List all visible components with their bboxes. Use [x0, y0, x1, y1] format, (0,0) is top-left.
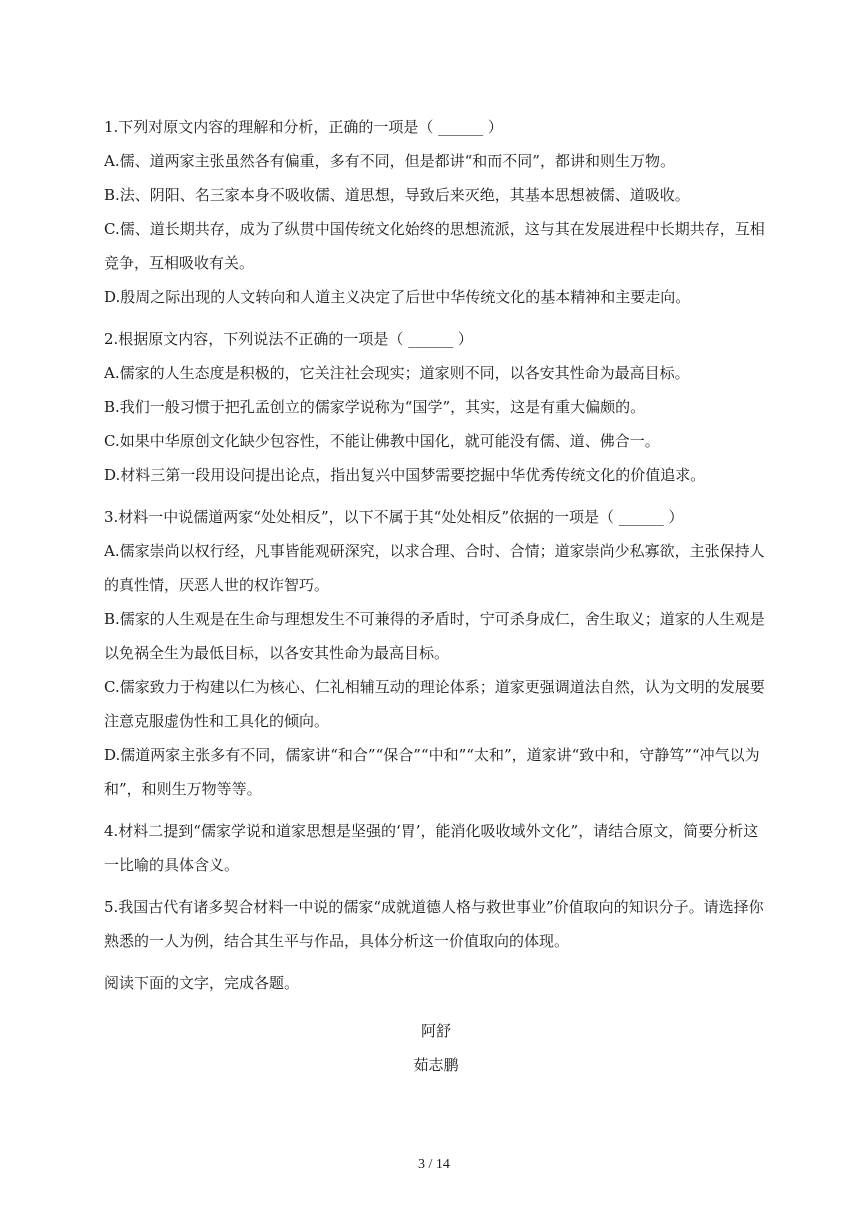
option-d: D.材料三第一段用设问提出论点，指出复兴中国梦需要挖掘中华优秀传统文化的价值追求。 [104, 466, 706, 484]
question-stem: 1.下列对原文内容的理解和分析，正确的一项是（ ______ ） [104, 118, 503, 136]
question-2 [104, 322, 768, 492]
option-c: C.儒、道长期共存，成为了纵贯中国传统文化始终的思想流派，这与其在发展进程中长期共存，互相竞争，互相吸收有关。 [104, 220, 765, 272]
article-author: 茹志鹏 [413, 1056, 459, 1074]
article-heading [104, 1014, 768, 1082]
option-b: B.法、阴阳、名三家本身不吸收儒、道思想，导致后来灭绝，其基本思想被儒、道吸收。 [104, 186, 690, 204]
question-section [104, 110, 768, 1082]
page-number: 3 / 14 [418, 1157, 450, 1172]
option-a: A.儒、道两家主张虽然各有偏重，多有不同，但是都讲“和而不同”，都讲和则生万物。 [104, 152, 675, 170]
question-3 [104, 500, 768, 806]
instruction-text: 阅读下面的文字，完成各题。 [104, 974, 300, 992]
option-b: B.儒家的人生观是在生命与理想发生不可兼得的矛盾时，宁可杀身成仁，舍生取义；道家的人生观是以免祸全生为最低目标，以各安其性命为最高目标。 [104, 610, 765, 662]
option-d: D.殷周之际出现的人文转向和人道主义决定了后世中华传统文化的基本精神和主要走向。 [104, 288, 691, 306]
reading-instruction [104, 966, 768, 1000]
option-a: A.儒家崇尚以权行经，凡事皆能观研深究，以求合理、合时、合情；道家崇尚少私寡欲，主张保持人的真性情，厌恶人世的权诈智巧。 [104, 542, 765, 594]
question-4 [104, 814, 768, 882]
question-5 [104, 890, 768, 958]
option-c: C.如果中华原创文化缺少包容性，不能让佛教中国化，就可能没有儒、道、佛合一。 [104, 432, 660, 450]
question-stem: 3.材料一中说儒道两家“处处相反”，以下不属于其“处处相反”依据的一项是（ ______ ） [104, 508, 684, 526]
option-c: C.儒家致力于构建以仁为核心、仁礼相辅互动的理论体系；道家更强调道法自然，认为文明的发展要注意克服虚伪性和工具化的倾向。 [104, 678, 765, 730]
question-stem: 2.根据原文内容，下列说法不正确的一项是（ ______ ） [104, 330, 473, 348]
article-title: 阿舒 [420, 1022, 451, 1040]
question-stem: 5.我国古代有诸多契合材料一中说的儒家“成就道德人格与救世事业”价值取向的知识分子。请选择你熟悉的一人为例，结合其生平与作品，具体分析这一价值取向的体现。 [104, 898, 764, 950]
question-1 [104, 110, 768, 314]
option-d: D.儒道两家主张多有不同，儒家讲“和合”“保合”“中和”“太和”，道家讲“致中和，守静笃”“冲气以为和”，和则生万物等等。 [104, 746, 760, 798]
option-a: A.儒家的人生态度是积极的，它关注社会现实；道家则不同，以各安其性命为最高目标。 [104, 364, 690, 382]
question-stem: 4.材料二提到“儒家学说和道家思想是坚强的‘胃’，能消化吸收域外文化”，请结合原文，简要分析这一比喻的具体含义。 [104, 822, 759, 874]
option-b: B.我们一般习惯于把孔孟创立的儒家学说称为“国学”，其实，这是有重大偏颇的。 [104, 398, 646, 416]
